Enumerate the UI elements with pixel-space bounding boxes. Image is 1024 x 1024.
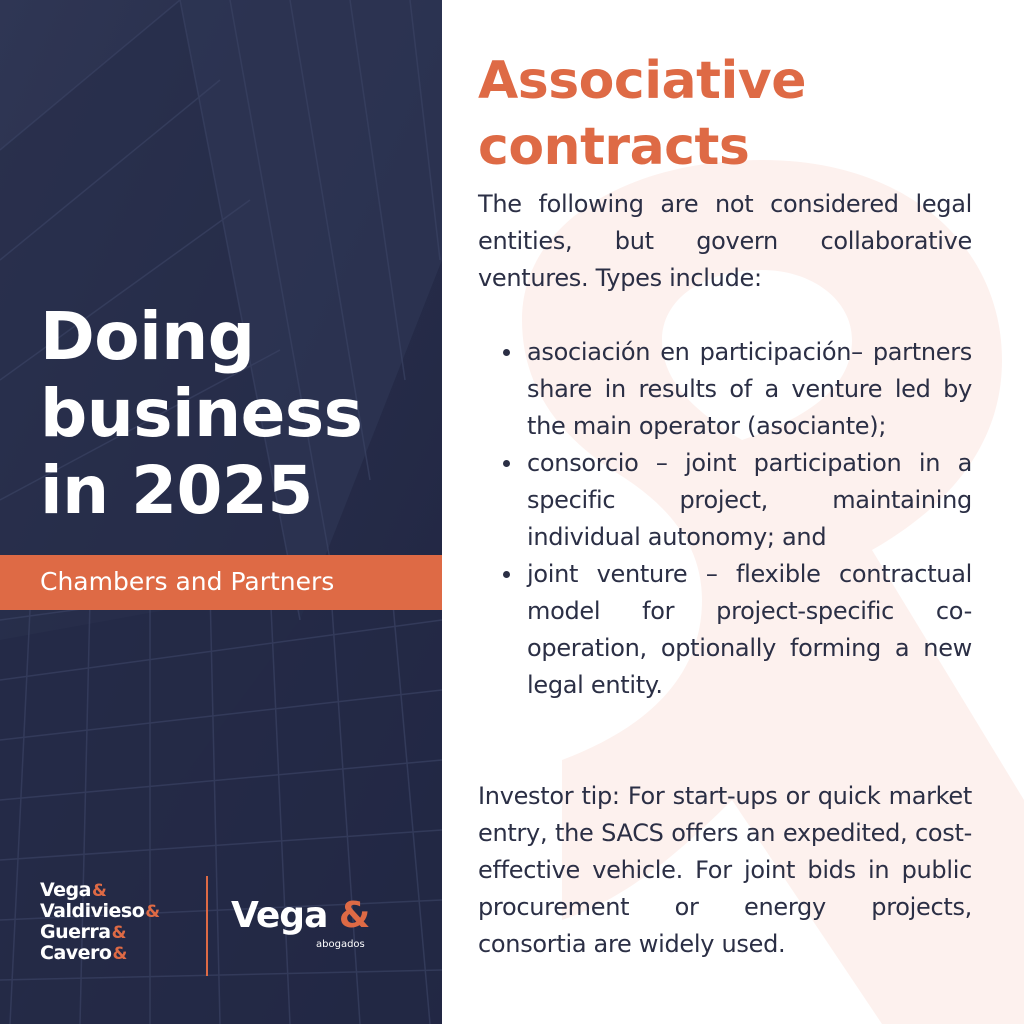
section-title xyxy=(478,48,998,180)
logo-row: Cavero& xyxy=(40,942,127,964)
list-item: consorcio – joint participation in a specific project, maintaining individual autonomy; and xyxy=(500,445,972,556)
banner-text: Chambers and Partners xyxy=(40,567,335,596)
logo-row: Guerra& xyxy=(40,921,126,943)
headline xyxy=(40,298,440,529)
left-panel xyxy=(0,0,442,1024)
logo-divider xyxy=(206,876,208,976)
list-item: joint venture – flexible contractual model for project-specific co-operation, optionally forming a new legal entity. xyxy=(500,556,972,704)
investor-tip: Investor tip: For start-ups or quick market entry, the SACS offers an expedited, cost-effective vehicle. For joint bids in public procurement or energy projects, consortia are widely used. xyxy=(478,782,972,958)
logo-name: Vega & xyxy=(231,895,370,936)
headline-line: in 2025 xyxy=(40,452,313,529)
firm-logo-full xyxy=(40,880,200,964)
headline-line: Doing xyxy=(40,298,255,375)
source-banner xyxy=(0,555,442,610)
bullet-icon xyxy=(503,349,510,356)
bullet-icon xyxy=(503,571,510,578)
contract-types-list xyxy=(500,334,972,704)
logo-row: Vega& xyxy=(40,879,107,901)
title-line: contracts xyxy=(478,117,750,177)
logo-tagline: abogados xyxy=(316,939,365,950)
firm-logo-short xyxy=(231,895,391,955)
intro-paragraph: The following are not considered legal entities, but govern collaborative ventures. Types include: xyxy=(478,190,972,292)
list-item: asociación en participación– partners share in results of a venture led by the main operator (asociante); xyxy=(500,334,972,445)
headline-line: business xyxy=(40,375,363,452)
logo-row: Valdivieso& xyxy=(40,900,160,922)
title-line: Associative xyxy=(478,51,806,111)
bullet-icon xyxy=(503,460,510,467)
